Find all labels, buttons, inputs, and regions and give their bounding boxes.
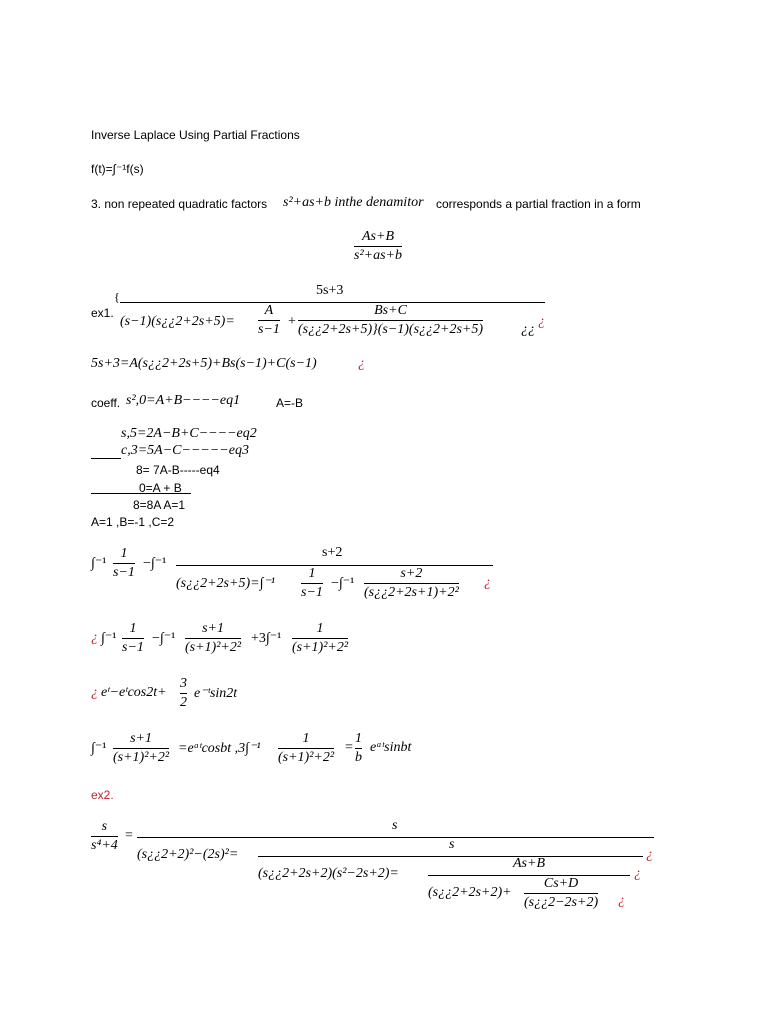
- fraction-denominator: s−1: [113, 565, 135, 580]
- fraction-denominator: (s+1)²+2²: [185, 640, 242, 655]
- coefficient-result: A=1 ,B=-1 ,C=2: [91, 515, 175, 529]
- step3-terms-b: e⁻ᵗsin2t: [194, 686, 238, 701]
- fraction-numerator: 1: [308, 566, 316, 581]
- equation-5: 0=A + B: [139, 481, 182, 495]
- ex1-brace: {: [114, 290, 120, 304]
- step2-fraction-2: [185, 620, 241, 657]
- ex1-tail: ¿¿: [521, 322, 535, 337]
- ex2-lhs-fraction: [91, 818, 118, 855]
- ex2-level4-fraction: [524, 875, 598, 912]
- identity-middle: =eᵃᵗcosbt ,3∫⁻¹: [178, 741, 261, 756]
- step1-inverse-op: ∫⁻¹: [91, 556, 107, 571]
- fraction-denominator: s−1: [122, 640, 144, 655]
- ex2-level1-denominator: (s¿¿2+2)²−(2s)²=: [137, 847, 239, 862]
- rule-3-expression: s²+as+b inthe denamitor: [283, 195, 424, 210]
- form-denominator: s²+as+b: [354, 248, 402, 263]
- fraction-denominator: (s¿¿2+2s+1)+2²: [364, 585, 459, 600]
- expansion-red-mark: ¿: [358, 356, 365, 371]
- ex2-level2-bar: [258, 856, 643, 857]
- fraction-bc-denominator: (s¿¿2+2s+5)}(s−1)(s¿¿2+2s+5): [298, 322, 484, 337]
- coeff-label: coeff.: [91, 396, 121, 410]
- fraction-numerator: 3: [180, 676, 187, 691]
- step1-fraction-3: [364, 565, 459, 602]
- step1-fraction-2: [301, 565, 323, 602]
- identity-tail: eᵃᵗsinbt: [370, 740, 412, 755]
- step1-minus-op: −∫⁻¹: [143, 556, 167, 571]
- step2-plus-op: +3∫⁻¹: [251, 631, 282, 646]
- ex2-label: ex2.: [91, 788, 114, 802]
- step2-minus-op: −∫⁻¹: [152, 631, 176, 646]
- step2-inverse-op: ∫⁻¹: [101, 631, 117, 646]
- step1-big-numerator: s+2: [322, 545, 343, 560]
- fraction-denominator: s⁴+4: [91, 838, 118, 853]
- fraction-numerator: 1: [120, 546, 128, 561]
- coeff-note: A=-B: [276, 396, 304, 410]
- document-title: Inverse Laplace Using Partial Fractions: [91, 128, 300, 142]
- ex1-fraction-bc: [298, 302, 483, 339]
- coeff-equation-1: s²,0=A+B−−−−eq1: [126, 393, 241, 408]
- step1-minus-op-2: −∫⁻¹: [331, 576, 355, 591]
- identity-fraction-1: [113, 730, 169, 767]
- fraction-numerator: 1: [302, 731, 310, 746]
- step3-lead: ¿: [91, 685, 98, 700]
- fraction-denominator: (s¿¿2−2s+2): [524, 895, 599, 910]
- ex2-level1-numerator: s: [392, 818, 398, 833]
- step2-lead: ¿: [91, 630, 98, 645]
- fraction-numerator: 1: [316, 621, 324, 636]
- step1-fraction-1: [113, 545, 135, 582]
- equation-4: 8= 7A-B-----eq4: [136, 463, 220, 477]
- underline-stroke: [91, 458, 121, 459]
- ex2-level3-numerator: As+B: [513, 856, 545, 871]
- ex2-level4-red-mark: ¿: [618, 893, 625, 908]
- ex1-fraction-a: [258, 302, 280, 339]
- ex2-level3-red-mark: ¿: [634, 866, 641, 881]
- fraction-denominator: (s+1)²+2²: [278, 750, 335, 765]
- fraction-denominator: s−1: [301, 585, 323, 600]
- fraction-numerator: s+2: [400, 566, 423, 581]
- ex1-label: ex1.: [91, 306, 114, 320]
- identity-equals: =: [345, 740, 353, 755]
- fraction-numerator: s+1: [202, 621, 224, 636]
- ex2-level2-red-mark: ¿: [646, 847, 653, 862]
- fraction-a-numerator: A: [264, 303, 274, 318]
- partial-fraction-form: [354, 228, 402, 265]
- expansion-equation: 5s+3=A(s¿¿2+2s+5)+Bs(s−1)+C(s−1): [91, 356, 317, 371]
- step2-fraction-3: [292, 620, 348, 657]
- fraction-numerator: Cs+D: [543, 876, 579, 891]
- fraction-denominator: (s+1)²+2²: [292, 640, 349, 655]
- fraction-denominator: 2: [180, 695, 187, 710]
- ex2-level1-bar: [137, 837, 654, 838]
- ex2-level3-denominator: (s¿¿2+2s+2)+: [428, 885, 512, 900]
- rule-3-suffix: corresponds a partial fraction in a form: [436, 197, 641, 211]
- fraction-a-denominator: s−1: [258, 322, 280, 337]
- identity-fraction-3: [355, 730, 362, 767]
- fraction-numerator: 1: [129, 621, 137, 636]
- ex1-top-numerator: 5s+3: [316, 283, 344, 298]
- form-numerator: As+B: [362, 229, 394, 244]
- fraction-denominator: (s+1)²+2²: [113, 750, 170, 765]
- ft-definition: f(t)=∫⁻¹f(s): [91, 162, 144, 176]
- fraction-numerator: s+1: [130, 731, 152, 746]
- coeff-equation-3: c,3=5A−C−−−−−eq3: [121, 443, 249, 458]
- fraction-numerator: s: [101, 819, 108, 834]
- rule-3-prefix: 3. non repeated quadratic factors: [91, 197, 268, 211]
- coeff-equation-2: s,5=2A−B+C−−−−eq2: [121, 426, 257, 441]
- ex1-plus: +: [288, 314, 296, 329]
- step1-big-denominator: (s¿¿2+2s+5)=∫⁻¹: [176, 576, 275, 591]
- identity-fraction-2: [278, 730, 334, 767]
- ex2-equals: =: [125, 828, 133, 843]
- step3-terms-a: eᵗ−eᵗcos2t+: [101, 685, 167, 700]
- identity-inverse-op: ∫⁻¹: [91, 741, 107, 756]
- ex2-level2-numerator: s: [449, 837, 455, 852]
- ex2-level2-denominator: (s¿¿2+2s+2)(s²−2s+2)=: [258, 866, 399, 881]
- ex1-lhs-denominator: (s−1)(s¿¿2+2s+5)=: [120, 314, 235, 329]
- step1-red-mark: ¿: [484, 575, 491, 590]
- ex1-red-mark: ¿: [538, 314, 545, 329]
- equation-6: 8=8A A=1: [133, 498, 186, 512]
- step2-fraction-1: [122, 620, 144, 657]
- fraction-denominator: b: [355, 750, 362, 765]
- step3-fraction: [180, 675, 187, 712]
- fraction-numerator: 1: [355, 731, 362, 746]
- fraction-bc-numerator: Bs+C: [374, 303, 407, 318]
